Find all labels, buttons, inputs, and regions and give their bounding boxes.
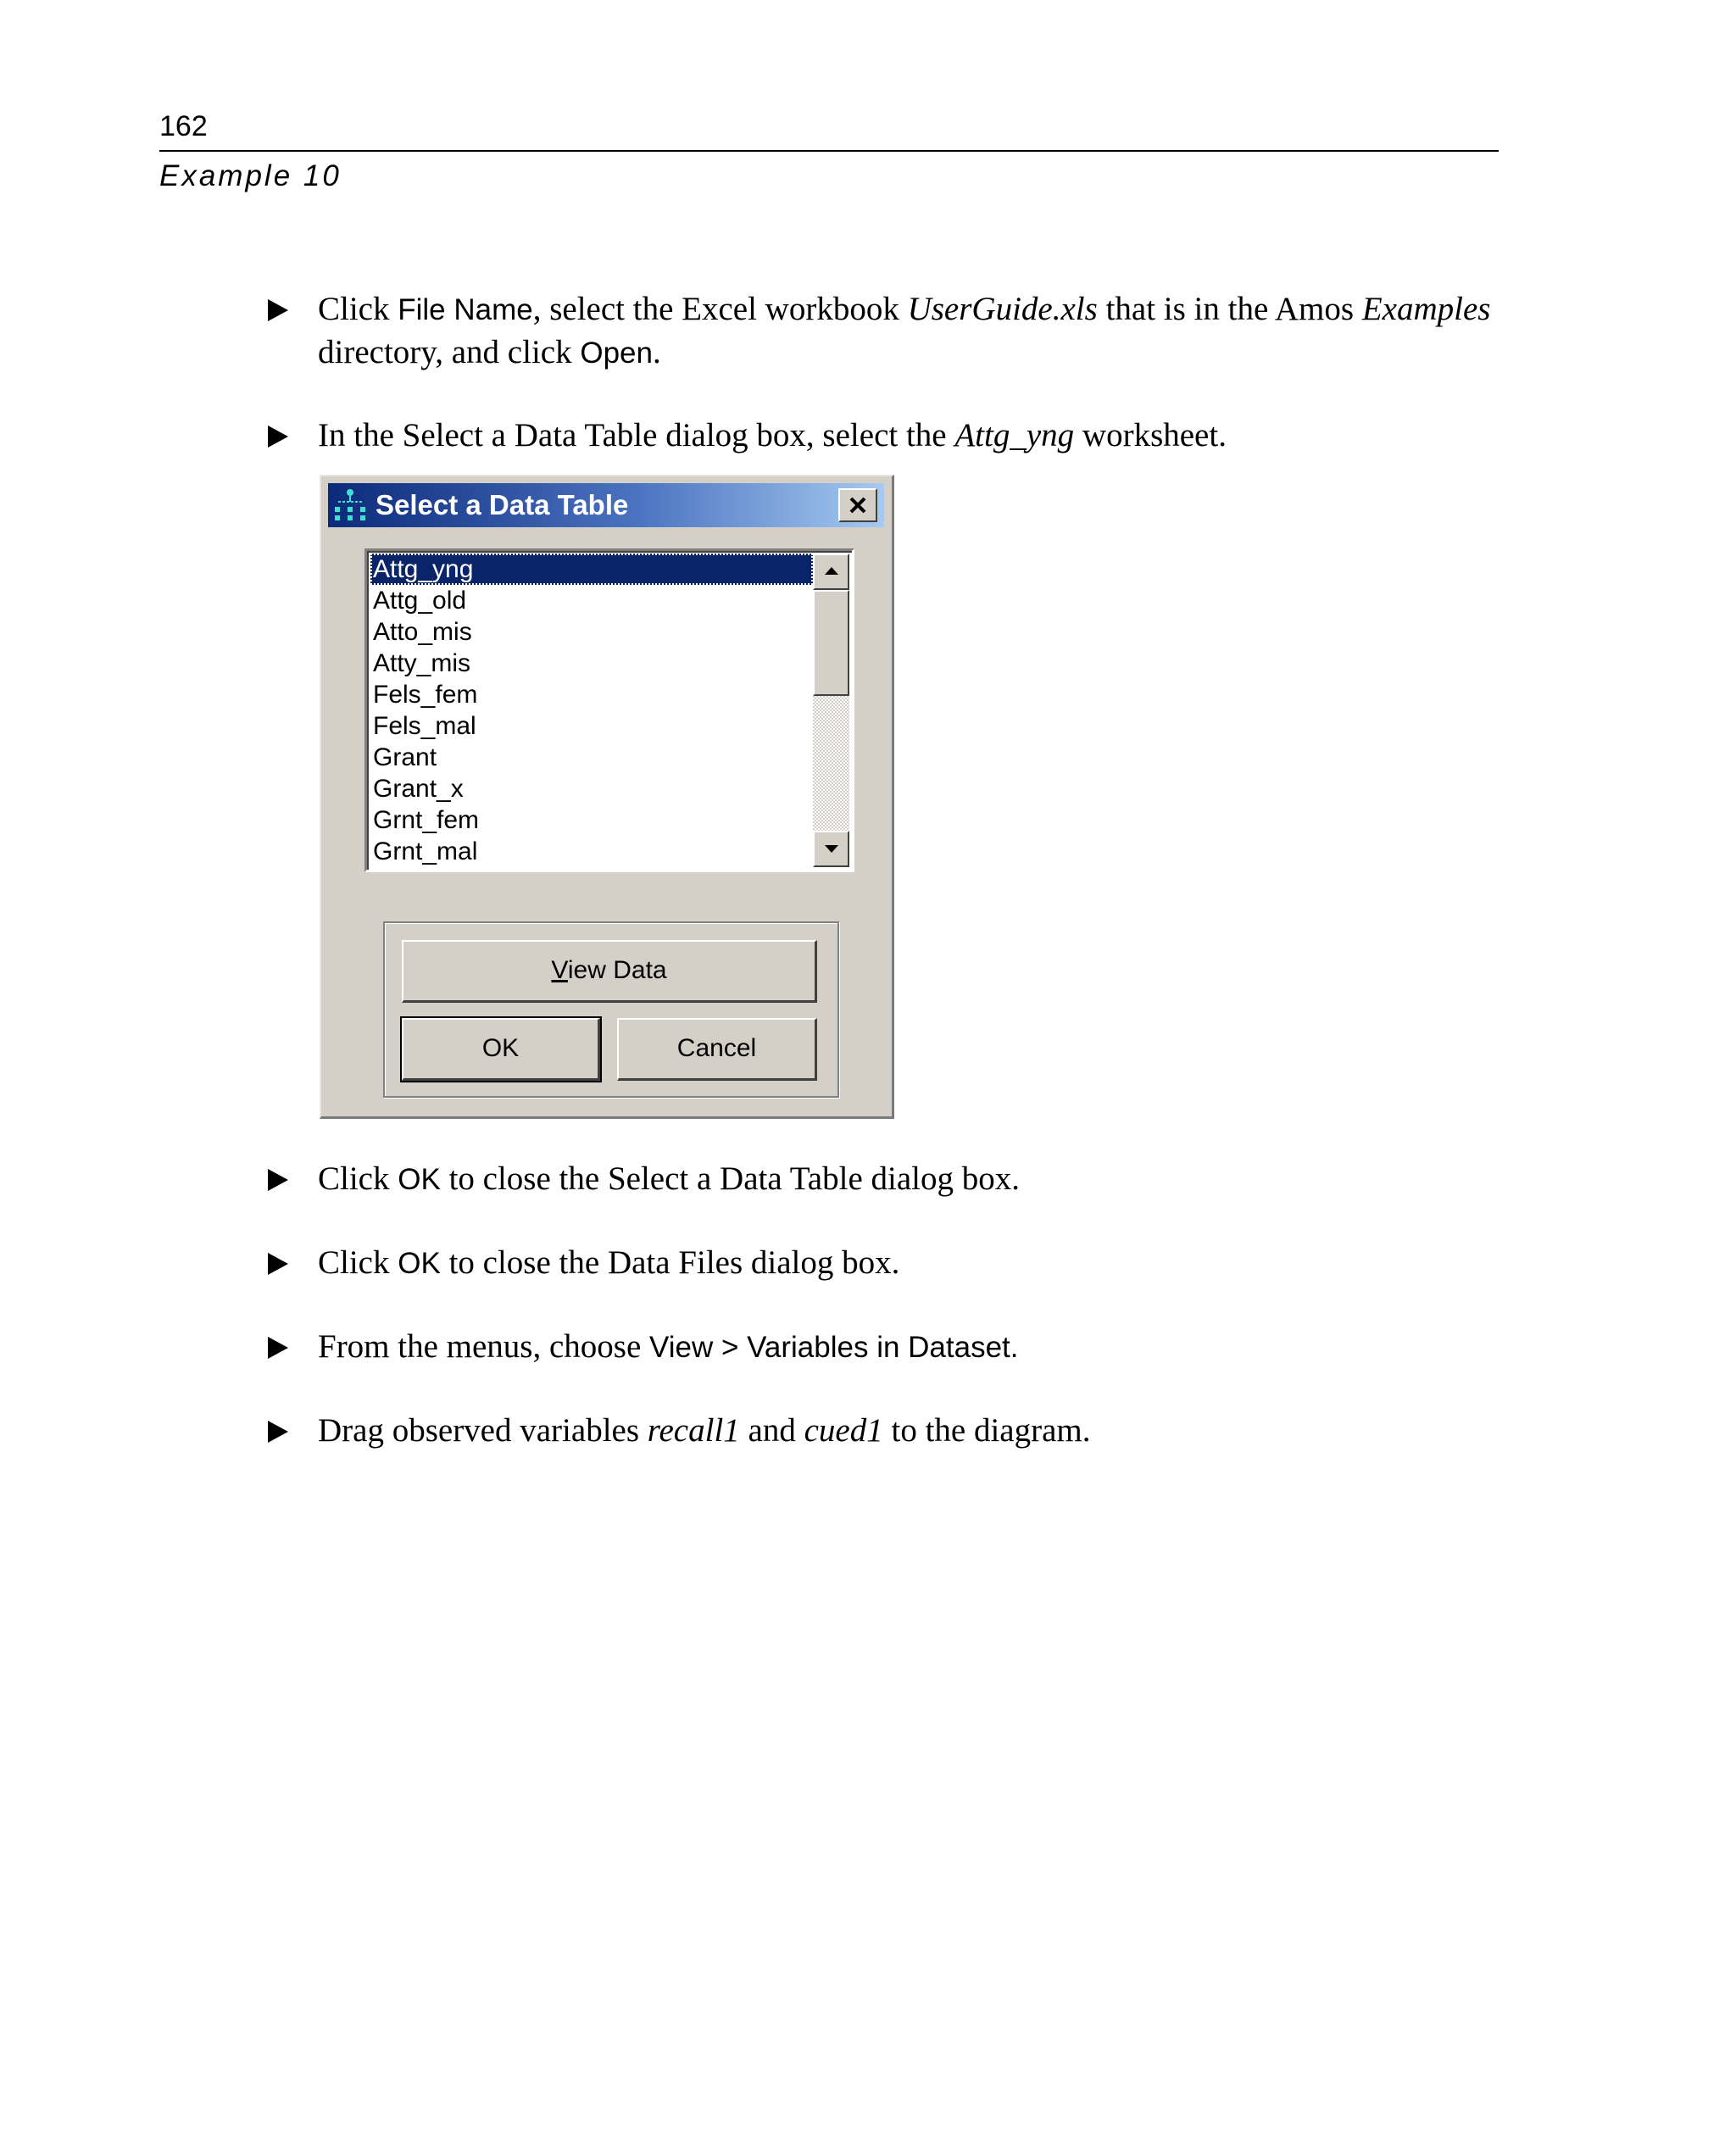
page-number: 162 xyxy=(159,110,208,142)
close-button[interactable] xyxy=(838,488,877,522)
button-group xyxy=(383,921,839,1098)
dialog-title: Select a Data Table xyxy=(376,489,629,520)
list-item[interactable]: Attg_old xyxy=(373,587,467,615)
list-item[interactable]: Grant_x xyxy=(373,775,464,803)
list-item[interactable]: Grnt_fem xyxy=(373,806,480,834)
list-item[interactable]: Fels_mal xyxy=(373,712,476,740)
dialog-titlebar xyxy=(328,483,884,527)
step-3-text: Click OK to close the Select a Data Table dialog box. xyxy=(318,1160,1020,1197)
list-item[interactable]: Grant xyxy=(373,743,437,771)
worksheet-listbox[interactable] xyxy=(364,548,854,872)
list-item-selected[interactable]: Attg_yng xyxy=(370,554,813,585)
step-2-text: In the Select a Data Table dialog box, select the Attg_yng worksheet. xyxy=(318,417,1227,453)
step-4-text: Click OK to close the Data Files dialog box. xyxy=(318,1244,900,1281)
header-rule xyxy=(159,150,1499,152)
chapter-title: Example 10 xyxy=(159,159,342,192)
vertical-scrollbar[interactable] xyxy=(813,554,849,867)
bullet-triangle-icon xyxy=(268,1421,288,1443)
scroll-thumb[interactable] xyxy=(813,590,849,696)
bullet-triangle-icon xyxy=(268,1169,288,1191)
step-6-text: Drag observed variables recall1 and cued1 to the diagram. xyxy=(318,1412,1091,1449)
arrow-down-icon xyxy=(825,845,838,853)
ok-button[interactable]: OK xyxy=(402,1018,600,1081)
list-item[interactable]: Fels_fem xyxy=(373,681,478,709)
view-data-label: iew Data xyxy=(567,956,667,984)
bullet-triangle-icon xyxy=(268,1337,288,1359)
app-icon xyxy=(333,488,367,522)
view-data-button[interactable] xyxy=(402,940,817,1003)
bullet-triangle-icon xyxy=(268,1253,288,1275)
list-item[interactable]: Grnt_mal xyxy=(373,837,478,865)
bullet-triangle-icon xyxy=(268,426,288,448)
worksheet-list xyxy=(370,554,813,867)
view-data-mnemonic: V xyxy=(551,956,568,984)
scroll-up-button[interactable] xyxy=(813,554,849,590)
select-data-table-dialog xyxy=(320,475,894,1119)
step-1-text: Click File Name, select the Excel workbook UserGuide.xls that is in the Amos Examples directory, and click Open. xyxy=(318,291,1491,370)
scroll-down-button[interactable] xyxy=(813,831,849,867)
bullet-triangle-icon xyxy=(268,299,288,321)
list-item[interactable]: Atty_mis xyxy=(373,649,471,677)
arrow-up-icon xyxy=(825,567,838,575)
close-icon xyxy=(849,497,867,514)
list-item[interactable]: Atto_mis xyxy=(373,618,472,646)
step-5-text: From the menus, choose View > Variables in Dataset. xyxy=(318,1328,1019,1365)
cancel-button[interactable]: Cancel xyxy=(617,1018,817,1081)
